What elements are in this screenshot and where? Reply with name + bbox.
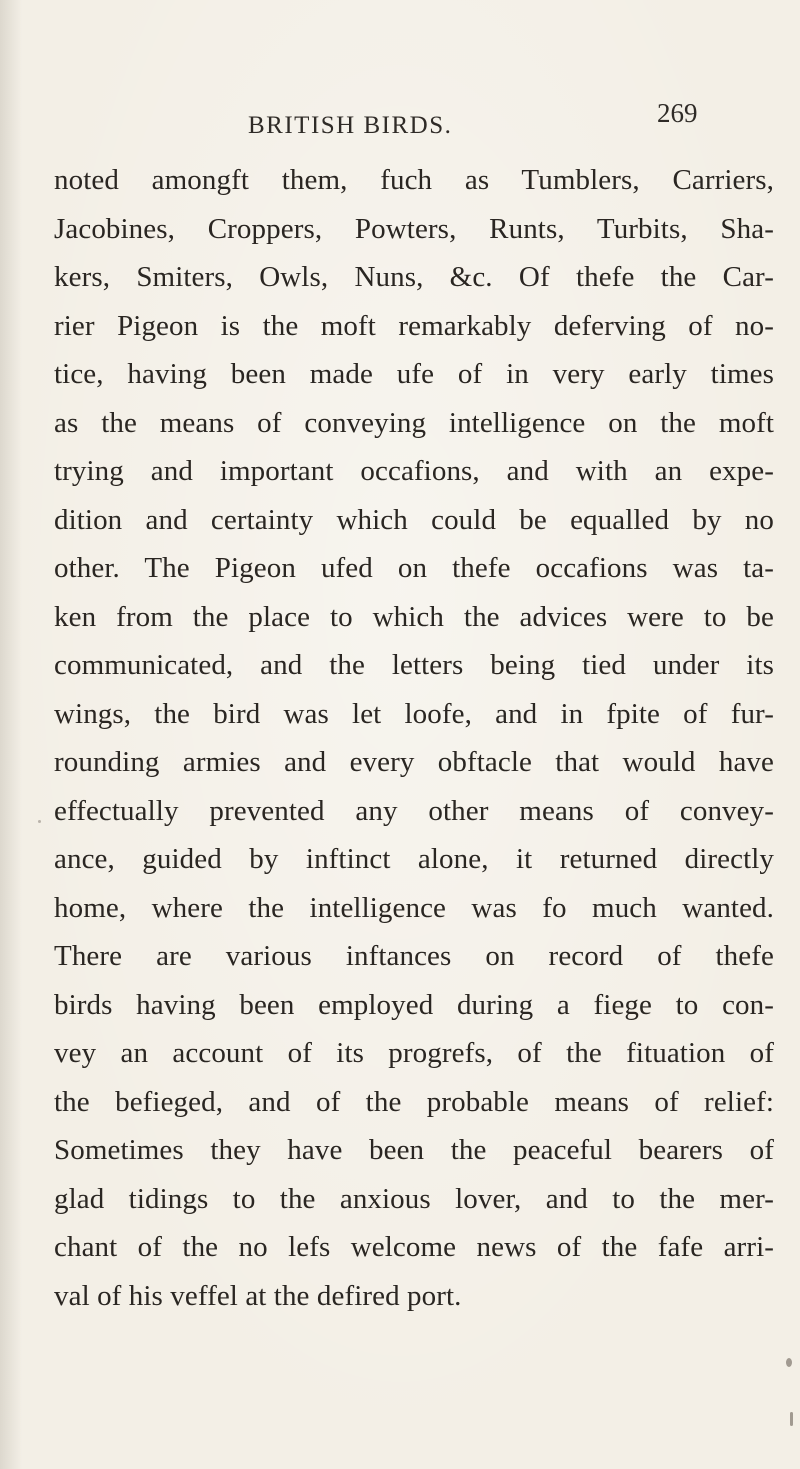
- text-line: glad tidings to the anxious lover, and to the mer-: [54, 1182, 774, 1215]
- text-line: wings, the bird was let loofe, and in fpite of fur-: [54, 697, 774, 730]
- text-line: communicated, and the letters being tied under its: [54, 649, 774, 681]
- text-line: trying and important occafions, and with an expe-: [54, 455, 774, 487]
- text-line: tice, having been made ufe of in very early times: [54, 358, 774, 390]
- text-line: as the means of conveying intelligence on the moft: [54, 406, 774, 439]
- text-line: noted amongft them, fuch as Tumblers, Carriers,: [54, 164, 774, 196]
- text-line: rier Pigeon is the moft remarkably deferving of no-: [54, 309, 774, 342]
- text-line: effectually prevented any other means of convey-: [54, 794, 774, 827]
- text-line: kers, Smiters, Owls, Nuns, &c. Of thefe the Car-: [54, 261, 774, 293]
- text-line: the befieged, and of the probable means of relief:: [54, 1085, 774, 1118]
- text-line: dition and certainty which could be equalled by no: [54, 503, 774, 536]
- text-line: val of his veffel at the defired port.: [54, 1279, 462, 1312]
- text-line: ken from the place to which the advices were to be: [54, 600, 774, 633]
- ink-speck: [38, 820, 41, 823]
- ink-blot: [790, 1412, 793, 1426]
- text-line: birds having been employed during a fiege to con-: [54, 988, 774, 1021]
- text-line: ance, guided by inftinct alone, it returned directly: [54, 843, 774, 875]
- text-line: vey an account of its progrefs, of the fituation of: [54, 1037, 774, 1069]
- running-head: [0, 98, 800, 152]
- text-line: Sometimes they have been the peaceful bearers of: [54, 1134, 774, 1166]
- text-line: home, where the intelligence was fo much wanted.: [54, 891, 774, 924]
- page-number: 269: [657, 98, 698, 128]
- text-line: other. The Pigeon ufed on thefe occafions was ta-: [54, 552, 774, 584]
- text-line: rounding armies and every obftacle that would have: [54, 746, 774, 778]
- ink-blot: [786, 1358, 792, 1367]
- text-line: There are various inftances on record of thefe: [54, 940, 774, 972]
- body-text: [54, 156, 774, 1320]
- running-title: BRITISH BIRDS.: [248, 112, 453, 139]
- page-gutter-shadow: [0, 0, 22, 1469]
- text-line: Jacobines, Croppers, Powters, Runts, Turbits, Sha-: [54, 212, 774, 245]
- text-line: chant of the no lefs welcome news of the fafe arri-: [54, 1231, 774, 1263]
